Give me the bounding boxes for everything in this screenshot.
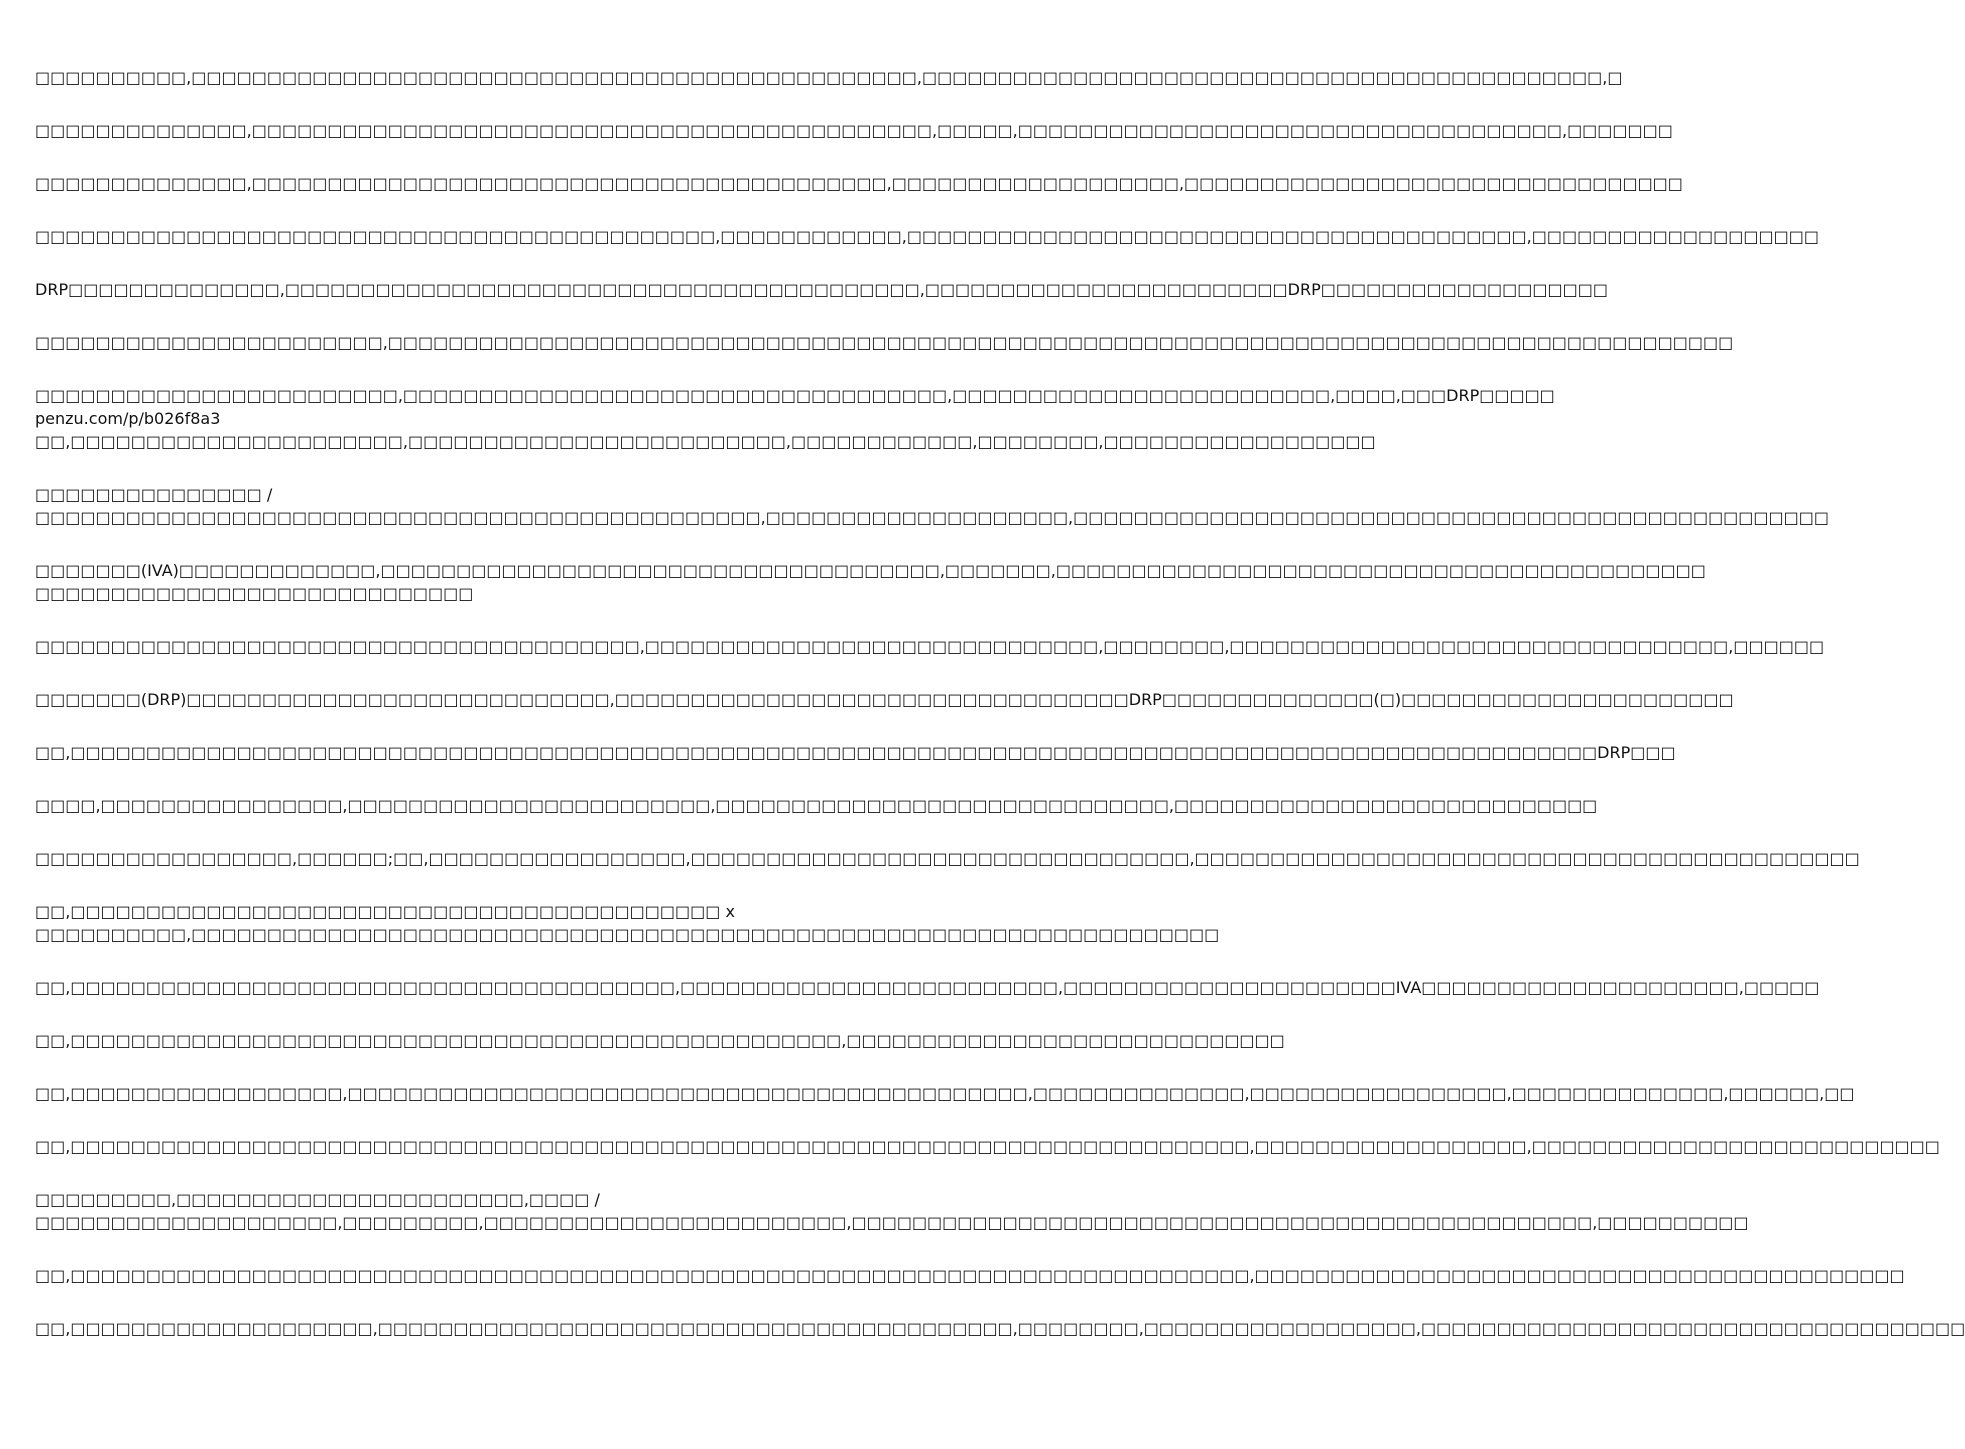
text-line: □□□□□□□□□□□□□□,□□□□□□□□□□□□□□□□□□□□□□□□□□□□□□□□□□□□□□□□□□□□□,□□□□□,□□□□□□□□□□□□□□□□□□□□□□□□□□□□□□□□□□□□,□□□□□□□: [35, 121, 1673, 140]
paragraph-21: [35, 1264, 1905, 1287]
text-line: □□□□□□□□□□□□□□□□□□□□□□□,□□□□□□□□□□□□□□□□□□□□□□□□□□□□□□□□□□□□□□□□□□□□□□□□□□□□□□□□□□□□□□□□□□□□□□□□□□□□□□□□□□□□□□□□□: [35, 333, 1734, 352]
paragraph-22: [35, 1317, 1965, 1340]
paragraph-15: [35, 900, 1220, 946]
text-line: □□,□□□□□□□□□□□□□□□□□□,□□□□□□□□□□□□□□□□□□□□□□□□□□□□□□□□□□□□□□□□□□□□□,□□□□□□□□□□□□□□,□□□□□□□□□□□□□□□□□,□□□□□□□□□□□□□□,□□□□□□,□□: [35, 1084, 1855, 1103]
text-line: □□□□□□□□□□□□□□□□□□□□□□□□□□□□□□□□□□□□□□□□□□□□□□□□,□□□□□□□□□□□□□□□□□□□□,□□□□□□□□□□□□□□□□□□□□□□□□□□□□□□□□□□□□□□□□□□□□□□□□□□: [35, 508, 1829, 527]
text-line: □□□□,□□□□□□□□□□□□□□□□,□□□□□□□□□□□□□□□□□□□□□□□□,□□□□□□□□□□□□□□□□□□□□□□□□□□□□□□,□□□□□□□□□□□□□□□□□□□□□□□□□□□□: [35, 796, 1598, 815]
paragraph-4: [35, 225, 1819, 248]
paragraph-3: [35, 172, 1683, 195]
text-line: □□□□□□□□□□□□□□□□□□□□□□□□,□□□□□□□□□□□□□□□□□□□□□□□□□□□□□□□□□□□□,□□□□□□□□□□□□□□□□□□□□□□□□□,□□□□,□□□DRP□□□□□: [35, 386, 1555, 405]
paragraph-14: [35, 847, 1860, 870]
text-line: □□□□□□□(DRP)□□□□□□□□□□□□□□□□□□□□□□□□□□□□,□□□□□□□□□□□□□□□□□□□□□□□□□□□□□□□□□□DRP□□□□□□□□□□□□□□(□)□□□□□□□□□□□□□□□□□□□□□□: [35, 690, 1734, 709]
text-line: DRP□□□□□□□□□□□□□□,□□□□□□□□□□□□□□□□□□□□□□□□□□□□□□□□□□□□□□□□□□,□□□□□□□□□□□□□□□□□□□□□□□□DRP□□□□□□□□□□□□□□□□□□□: [35, 280, 1608, 299]
text-line: □□□□□□□□□□□□□□,□□□□□□□□□□□□□□□□□□□□□□□□□□□□□□□□□□□□□□□□□□,□□□□□□□□□□□□□□□□□□□,□□□□□□□□□□□□□□□□□□□□□□□□□□□□□□□□□: [35, 174, 1683, 193]
paragraph-8: [35, 483, 1829, 529]
text-line: □□,□□□□□□□□□□□□□□□□□□□□□□□□□□□□□□□□□□□□□□□□□□□□□□□□□□□□□□□□□□□□□□□□□□□□□□□□□□□□□□,□□□□□□□□□□□□□□□□□□,□□□□□□□□□□□□□□□□□□□□□□□□□□□: [35, 1137, 1940, 1156]
paragraph-6: [35, 331, 1734, 354]
paragraph-13: [35, 794, 1598, 817]
text-line: □□,□□□□□□□□□□□□□□□□□□□□□□□□□□□□□□□□□□□□□□□□□□□□□□□□□□□□□□□□□□□□□□□□□□□□□□□□□□□□□□,□□□□□□□□□□□□□□□□□□□□□□□□□□□□□□□□□□□□□□□□□□□: [35, 1266, 1905, 1285]
text-line: □□,□□□□□□□□□□□□□□□□□□□□□□□□□□□□□□□□□□□□□□□□□□□□□□□□□□□□□□□□□□□□□□□□□□□□□□□□□□□□□□□□□□□□□□□□□□□□□□□□□□□□□DRP□□□: [35, 743, 1676, 762]
paragraph-12: [35, 741, 1676, 764]
paragraph-10: [35, 635, 1825, 658]
url-line: penzu.com/p/b026f8a3: [35, 409, 221, 428]
text-line: □□,□□□□□□□□□□□□□□□□□□□□,□□□□□□□□□□□□□□□□□□□□□□□□□□□□□□□□□□□□□□□□□□,□□□□□□□□,□□□□□□□□□□□□□□□□□□,□□□□□□□□□□□□□□□□□□□□□□□□□□□□□□□□□□□□: [35, 1319, 1965, 1338]
paragraph-7: [35, 384, 1555, 453]
paragraph-2: [35, 119, 1673, 142]
text-line: □□□□□□□□□□□□□□□□□□□□□□□□□□□□□□□□□□□□□□□□□□□□□,□□□□□□□□□□□□,□□□□□□□□□□□□□□□□□□□□□□□□□□□□□□□□□□□□□□□□□,□□□□□□□□□□□□□□□□□□□: [35, 227, 1819, 246]
text-line: □□□□□□□□□□,□□□□□□□□□□□□□□□□□□□□□□□□□□□□□□□□□□□□□□□□□□□□□□□□,□□□□□□□□□□□□□□□□□□□□□□□□□□□□□□□□□□□□□□□□□□□□□,□: [35, 68, 1623, 87]
paragraph-18: [35, 1082, 1855, 1105]
text-line: □□□□□□□□□□,□□□□□□□□□□□□□□□□□□□□□□□□□□□□□□□□□□□□□□□□□□□□□□□□□□□□□□□□□□□□□□□□□□□□: [35, 925, 1220, 944]
text-line: □□□□□□□□□□□□□□□□□□□□□□□□□□□□□□□□□□□□□□□□,□□□□□□□□□□□□□□□□□□□□□□□□□□□□□□,□□□□□□□□,□□□□□□□□□□□□□□□□□□□□□□□□□□□□□□□□□,□□□□□□: [35, 637, 1825, 656]
text-line: □□,□□□□□□□□□□□□□□□□□□□□□□□□□□□□□□□□□□□□□□□□□□□□□□□□□□□,□□□□□□□□□□□□□□□□□□□□□□□□□□□□□: [35, 1031, 1285, 1050]
text-line: □□,□□□□□□□□□□□□□□□□□□□□□□□□□□□□□□□□□□□□□□□□,□□□□□□□□□□□□□□□□□□□□□□□□□,□□□□□□□□□□□□□□□□□□□□□□IVA□□□□□□□□□□□□□□□□□□□□□,□□□□□: [35, 978, 1820, 997]
text-line: □□,□□□□□□□□□□□□□□□□□□□□□□□□□□□□□□□□□□□□□□□□□□□ x: [35, 902, 735, 921]
text-line: □□□□□□□□□□□□□□□□□,□□□□□□;□□,□□□□□□□□□□□□□□□□□,□□□□□□□□□□□□□□□□□□□□□□□□□□□□□□□□□,□□□□□□□□□□□□□□□□□□□□□□□□□□□□□□□□□□□□□□□□□□□□: [35, 849, 1860, 868]
text-line: □□□□□□□□□□□□□□□□□□□□□□□□□□□□□: [35, 584, 474, 603]
text-line: □□,□□□□□□□□□□□□□□□□□□□□□□,□□□□□□□□□□□□□□□□□□□□□□□□□,□□□□□□□□□□□□,□□□□□□□□,□□□□□□□□□□□□□□□□□□: [35, 432, 1376, 451]
paragraph-5: [35, 278, 1608, 301]
document-page: [35, 66, 1965, 1370]
paragraph-19: [35, 1135, 1940, 1158]
paragraph-20: [35, 1188, 1749, 1234]
paragraph-9: [35, 559, 1706, 605]
paragraph-11: [35, 688, 1734, 711]
text-line: □□□□□□□□□□□□□□□ /: [35, 485, 273, 504]
text-line: □□□□□□□□□,□□□□□□□□□□□□□□□□□□□□□□□,□□□□ /: [35, 1190, 600, 1209]
text-line: □□□□□□□(IVA)□□□□□□□□□□□□□,□□□□□□□□□□□□□□□□□□□□□□□□□□□□□□□□□□□□□,□□□□□□□,□□□□□□□□□□□□□□□□□□□□□□□□□□□□□□□□□□□□□□□□□□□: [35, 561, 1706, 580]
paragraph-17: [35, 1029, 1285, 1052]
text-line: □□□□□□□□□□□□□□□□□□□□,□□□□□□□□□,□□□□□□□□□□□□□□□□□□□□□□□□,□□□□□□□□□□□□□□□□□□□□□□□□□□□□□□□□□□□□□□□□□□□□□□□□□,□□□□□□□□□□: [35, 1213, 1749, 1232]
paragraph-16: [35, 976, 1820, 999]
paragraph-1: [35, 66, 1623, 89]
